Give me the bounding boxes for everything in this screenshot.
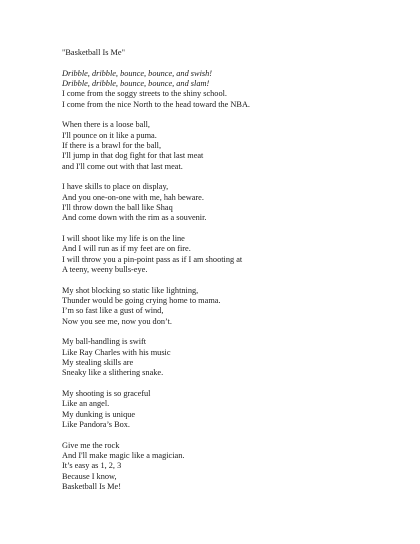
poem-line: And come down with the rim as a souvenir. xyxy=(62,213,207,223)
poem-line: I come from the nice North to the head toward the NBA. xyxy=(62,99,251,109)
stanza-1 xyxy=(62,69,382,110)
poem-line: and I'll come out with that last meat. xyxy=(62,161,183,171)
poem-line: Give me the rock xyxy=(62,440,120,450)
poem-line: I'll jump in that dog fight for that last meat xyxy=(62,151,204,161)
stanza-2 xyxy=(62,120,382,172)
poem-line: I'll throw down the ball like Shaq xyxy=(62,203,173,213)
poem-line: I have skills to place on display, xyxy=(62,182,169,192)
poem-line: My shooting is so graceful xyxy=(62,389,151,399)
poem-line: Sneaky like a slithering snake. xyxy=(62,368,164,378)
poem-line: Thunder would be going crying home to mama. xyxy=(62,296,221,306)
poem-line: My ball-handling is swift xyxy=(62,337,147,347)
poem-line: My shot blocking so static like lightning, xyxy=(62,285,199,295)
poem-line: Dribble, dribble, bounce, bounce, and slam! xyxy=(62,78,210,88)
stanza-8 xyxy=(62,441,382,493)
poem-line: When there is a loose ball, xyxy=(62,120,151,130)
stanza-5 xyxy=(62,286,382,327)
stanza-7 xyxy=(62,389,382,430)
stanza-6 xyxy=(62,337,382,378)
poem-line: I’m so fast like a gust of wind, xyxy=(62,306,164,316)
stanza-4 xyxy=(62,234,382,275)
poem-line: I will shoot like my life is on the line xyxy=(62,234,185,243)
poem-line: I'll pounce on it like a puma. xyxy=(62,130,157,140)
poem-line: My dunking is unique xyxy=(62,409,136,419)
poem-line: My stealing skills are xyxy=(62,358,134,368)
poem-body xyxy=(62,48,382,503)
poem-line: Like an angel. xyxy=(62,399,110,409)
poem-line: If there is a brawl for the ball, xyxy=(62,141,162,150)
poem-line: And I will run as if my feet are on fire. xyxy=(62,244,191,254)
poem-line: Basketball Is Me! xyxy=(62,482,121,492)
poem-line: Because I know, xyxy=(62,471,117,481)
poem-line: Like Ray Charles with his music xyxy=(62,347,171,357)
poem-line: And I'll make magic like a magician. xyxy=(62,451,185,461)
poem-title: "Basketball Is Me" xyxy=(62,48,125,57)
poem-line: A teeny, weeny bulls-eye. xyxy=(62,265,148,275)
poem-line: I will throw you a pin-point pass as if I am shooting at xyxy=(62,254,243,264)
poem-line: It’s easy as 1, 2, 3 xyxy=(62,461,122,471)
poem-line: Dribble, dribble, bounce, bounce, and swish! xyxy=(62,68,213,78)
poem-line: I come from the soggy streets to the shiny school. xyxy=(62,89,227,99)
poem-line: And you one-on-one with me, hah beware. xyxy=(62,192,204,202)
poem-line: Now you see me, now you don’t. xyxy=(62,316,172,326)
poem-line: Like Pandora’s Box. xyxy=(62,420,130,430)
stanza-3 xyxy=(62,182,382,223)
